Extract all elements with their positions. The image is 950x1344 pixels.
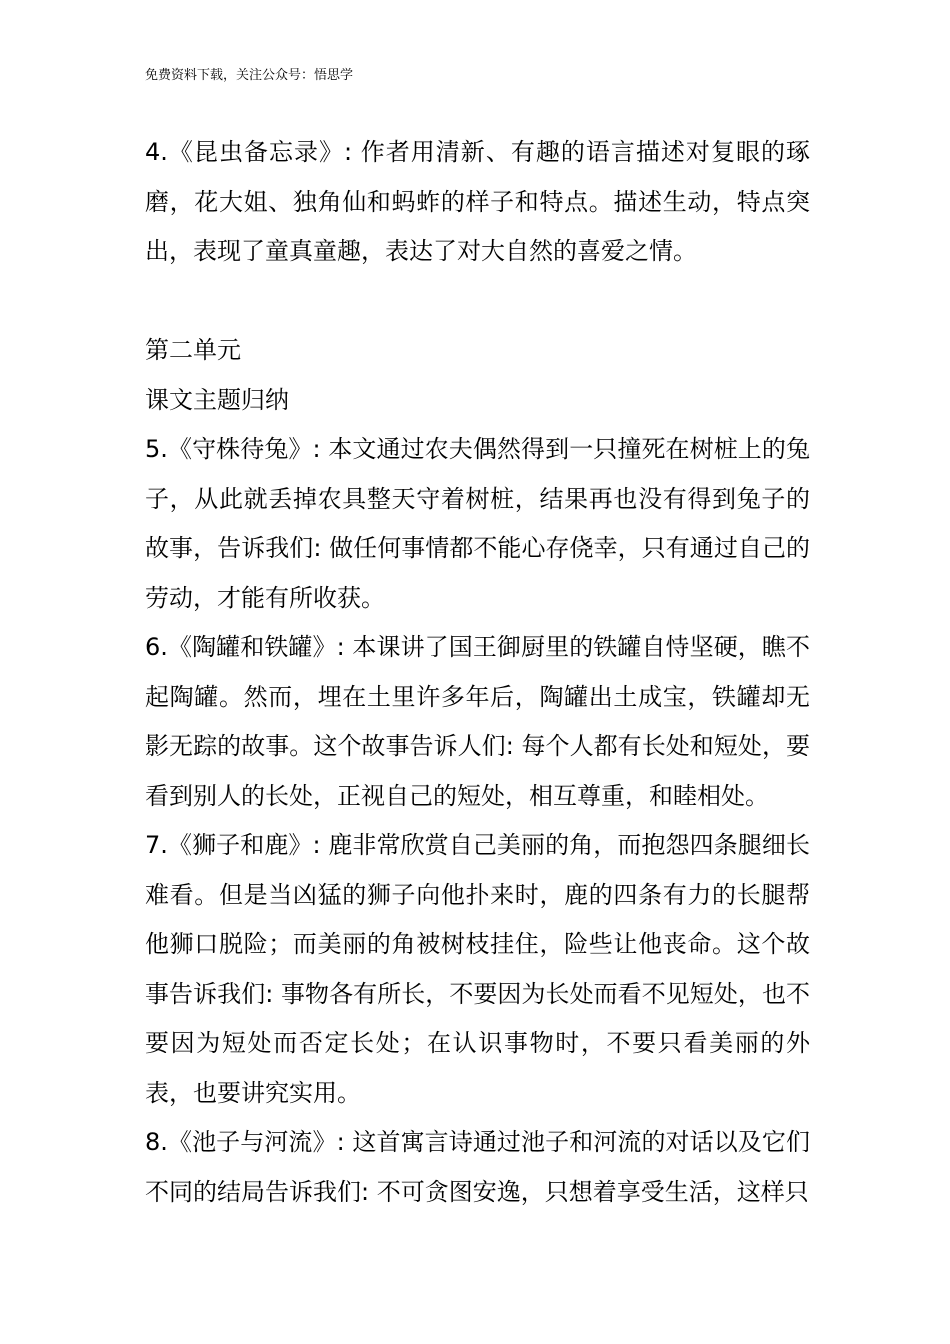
paragraph-item-5: 5.《守株待兔》: 本文通过农夫偶然得到一只撞死在树桩上的兔子，从此就丢掉农具整天守着树桩，结果再也没有得到兔子的故事，告诉我们: 做任何事情都不能心存侥幸，只有通过自己的劳动，才能有所收获。	[145, 435, 810, 612]
page-header-notice: 免费资料下载，关注公众号：悟思学	[145, 68, 354, 83]
paragraph-gap	[145, 277, 810, 327]
summary-heading: 课文主题归纳	[145, 385, 289, 414]
document-body	[145, 128, 810, 1217]
paragraph-item-7: 7.《狮子和鹿》: 鹿非常欣赏自己美丽的角，而抱怨四条腿细长难看。但是当凶猛的狮子向他扑来时，鹿的四条有力的长腿帮他狮口脱险；而美丽的角被树枝挂住，险些让他丧命。这个故事告诉我们: 事物各有所长，不要因为长处而看不见短处，也不要因为短处而否定长处；在认识事物时，不要只看美丽的外表，也要讲究实用。	[145, 831, 810, 1107]
paragraph-item-6: 6.《陶罐和铁罐》: 本课讲了国王御厨里的铁罐自恃坚硬，瞧不起陶罐。然而，埋在土里许多年后，陶罐出土成宝，铁罐却无影无踪的故事。这个故事告诉人们: 每个人都有长处和短处，要看到别人的长处，正视自己的短处，相互尊重，和睦相处。	[145, 633, 810, 810]
unit-heading: 第二单元	[145, 336, 241, 364]
paragraph-item-4: 4.《昆虫备忘录》: 作者用清新、有趣的语言描述对复眼的琢磨，花大姐、独角仙和蚂蚱的样子和特点。描述生动，特点突出，表现了童真童趣，表达了对大自然的喜爱之情。	[145, 138, 810, 265]
paragraph-item-8: 8.《池子与河流》: 这首寓言诗通过池子和河流的对话以及它们不同的结局告诉我们: 不可贪图安逸，只想着享受生活，这样只	[145, 1128, 810, 1206]
